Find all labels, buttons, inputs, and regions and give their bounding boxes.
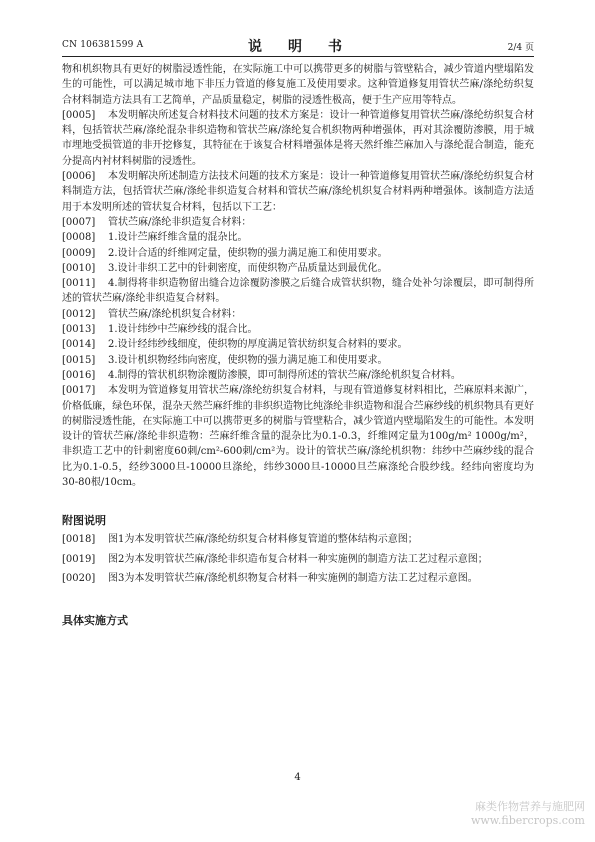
- section-heading-embodiment: 具体实施方式: [62, 614, 128, 628]
- paragraph-0016: [0016] 4.制得的管状机织物涂覆防渗膜，即可制得所述的管状苎麻/涤纶机织复合材料。: [62, 368, 534, 383]
- paragraph-0018: [0018] 图1为本发明管状苎麻/涤纶纺织复合材料修复管道的整体结构示意图；: [62, 532, 534, 547]
- paragraph-number: [0018]: [62, 534, 96, 546]
- paragraph-0008: [0008] 1.设计苎麻纤维含量的混杂比。: [62, 230, 534, 245]
- watermark-url: www.fibercrops.com: [470, 814, 585, 827]
- paragraph-continued: 物和机织物具有更好的树脂浸透性能，在实际施工中可以携带更多的树脂与管壁粘合，减少管道内壁塌陷发生的可能性，可以满足城市地下非压力管道的修复施工及使用要求。这种管道修复用管状苎麻/涤纶纺织复合材料制造方法具有工艺简单，产品质量稳定，树脂的浸透性极高，便于生产应用等特点。: [62, 64, 534, 106]
- paragraph-number: [0005]: [62, 109, 96, 121]
- paragraph-number: [0006]: [62, 171, 96, 183]
- paragraph-number: [0016]: [62, 369, 96, 381]
- paragraph-0007: [0007] 管状苎麻/涤纶非织造复合材料：: [62, 215, 534, 230]
- page-number: 4: [294, 772, 301, 783]
- paragraph-number: [0020]: [62, 572, 96, 584]
- paragraph-0020: [0020] 图3为本发明管状苎麻/涤纶机织物复合材料一种实施例的制造方法工艺过程示意图。: [62, 571, 534, 586]
- section-heading-figures: 附图说明: [62, 514, 106, 528]
- patent-number: CN 106381599 A: [62, 40, 144, 50]
- paragraph-number: [0019]: [62, 553, 96, 565]
- paragraph-number: [0008]: [62, 232, 96, 244]
- paragraph-0017: [0017] 本发明为管道修复用管状苎麻/涤纶纺织复合材料，与现有管道修复材料相比，苎麻原料来源广，价格低廉，绿色环保，混杂天然苎麻纤维的非织织造物比纯涤纶非织造物和混合苎麻纱线的机织物具有更好的树脂浸透性能，在实际施工中可以携带更多的树脂与管壁粘合，减少管道内壁塌陷发生的可能性。本发明设计的管状苎麻/涤纶非织造物：苎麻纤维含量的混杂比为0.1-0.3，纤维网定量为100g/m² 1000g/m²，非织造工艺中的针刺密度60刺/cm²-600刺/cm²为。设计的管状苎麻/涤纶机织物：纬纱中苎麻纱线的混合比为0.1-0.5，经纱3000旦-10000旦涤纶，纬纱3000旦-10000旦苎麻涤纶合股纱线。经纬向密度均为30-80根/10cm。: [62, 385, 534, 489]
- paragraph-number: [0015]: [62, 354, 96, 366]
- header-divider: [62, 56, 534, 57]
- document-title: 说 明 书: [248, 39, 348, 55]
- paragraph-number: [0013]: [62, 324, 96, 336]
- paragraph-0010: [0010] 3.设计非织工艺中的针刺密度，而使织物产品质量达到最优化。: [62, 261, 534, 276]
- page-header: [62, 36, 534, 58]
- paragraph-0006: [0006] 本发明解决所述制造方法技术问题的技术方案是：设计一种管道修复用管状苎麻/涤纶纺织复合材料制造方法，包括管状苎麻/涤纶非织造复合材料和管状苎麻/涤纶机织复合材料两种增强体。该制造方法适用于本发明所述的管状复合材料，包括以下工艺：: [62, 171, 534, 213]
- paragraph-number: [0014]: [62, 339, 96, 351]
- site-watermark: [471, 800, 585, 828]
- paragraph-0012: [0012] 管状苎麻/涤纶机织复合材料：: [62, 307, 534, 322]
- paragraph-0013: [0013] 1.设计纬纱中苎麻纱线的混合比。: [62, 322, 534, 337]
- paragraph-0019: [0019] 图2为本发明管状苎麻/涤纶非织造布复合材料一种实施例的制造方法工艺过程示意图；: [62, 552, 534, 567]
- paragraph-0009: [0009] 2.设计合适的纤维网定量，使织物的强力满足施工和使用要求。: [62, 246, 534, 261]
- paragraph-number: [0007]: [62, 216, 96, 228]
- document-body: [62, 62, 534, 628]
- page-indicator: 2/4 页: [507, 43, 534, 53]
- paragraph-0014: [0014] 2.设计经纬纱线细度，使织物的厚度满足管状纺织复合材料的要求。: [62, 337, 534, 352]
- paragraph-0011: [0011] 4.制得将非织造物留出缝合边涂覆防渗膜之后缝合成管状织物，缝合处补匀涂覆层，即可制得所述的管状苎麻/涤纶非织造复合材料。: [62, 278, 534, 305]
- paragraph-number: [0010]: [62, 262, 96, 274]
- paragraph-number: [0011]: [62, 278, 96, 290]
- watermark-title: 麻类作物营养与施肥网: [475, 800, 585, 813]
- paragraph-number: [0012]: [62, 308, 96, 320]
- paragraph-0015: [0015] 3.设计机织物经纬向密度，使织物的强力满足施工和使用要求。: [62, 353, 534, 368]
- paragraph-number: [0009]: [62, 247, 96, 259]
- paragraph-number: [0017]: [62, 385, 96, 397]
- paragraph-0005: [0005] 本发明解决所述复合材料技术问题的技术方案是：设计一种管道修复用管状苎麻/涤纶纺织复合材料，包括管状苎麻/涤纶混杂非织造物和管状苎麻/涤纶复合机织物两种增强体，再对其涂覆防渗膜，用于城市埋地受损管道的非开挖修复，其特征在于该复合材料增强体是将天然纤维苎麻加入与涤纶混合制造，能充分提高内衬材料树脂的浸透性。: [62, 109, 534, 167]
